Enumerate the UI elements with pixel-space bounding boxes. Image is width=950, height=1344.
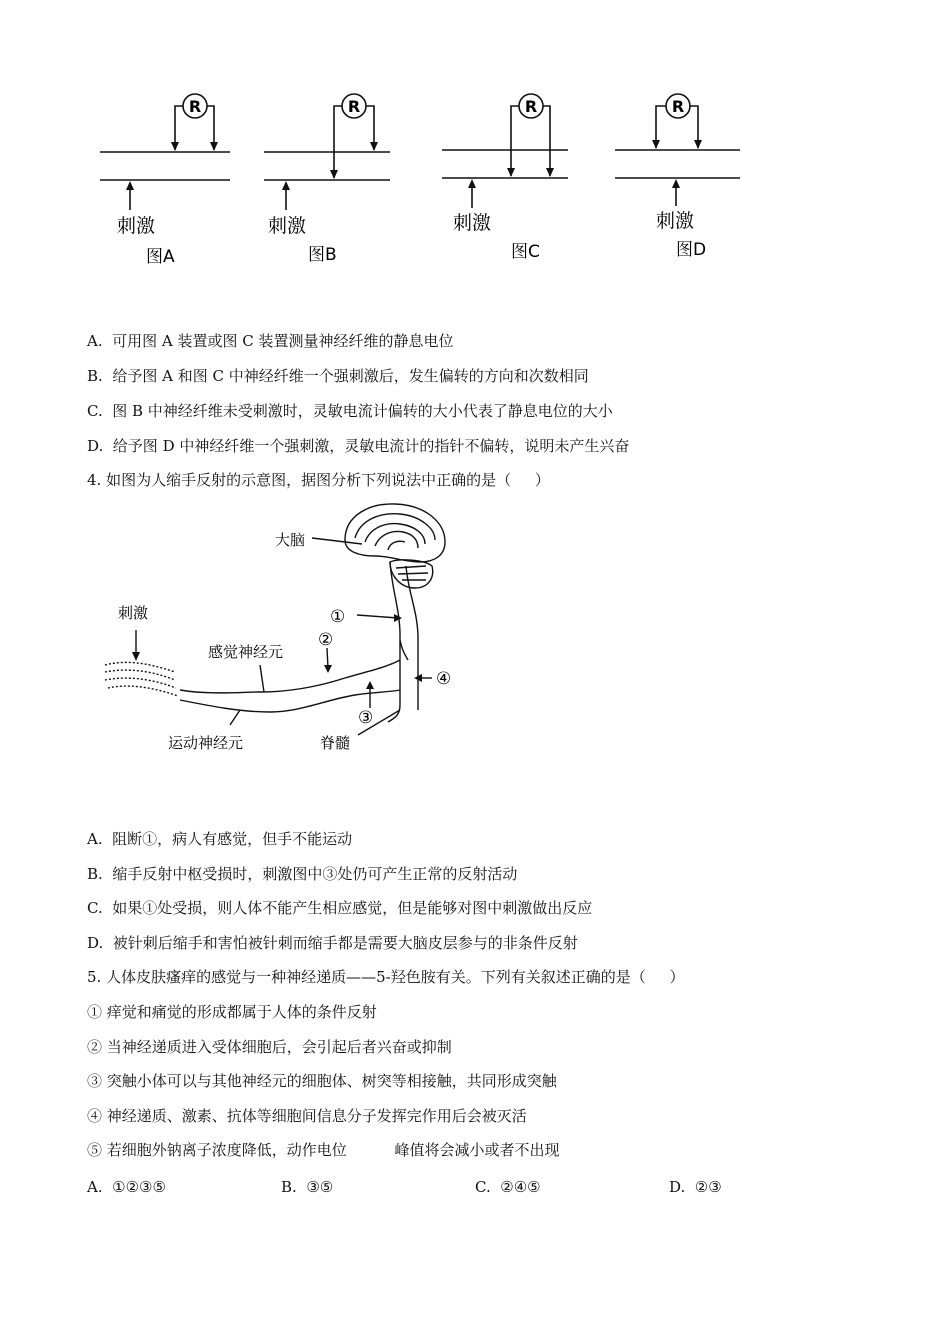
q4-option-a: A. 阻断①，病人有感觉，但手不能运动 xyxy=(87,830,353,848)
label-spinal-cord: 脊髓 xyxy=(320,734,351,752)
q3-option-b: B. 给予图 A 和图 C 中神经纤维一个强刺激后，发生偏转的方向和次数相同 xyxy=(87,367,589,385)
q5-option-b: B. ③⑤ xyxy=(281,1178,334,1196)
label-sensory-neuron: 感觉神经元 xyxy=(208,643,284,661)
q3-option-c: C. 图 B 中神经纤维未受刺激时，灵敏电流计偏转的大小代表了静息电位的大小 xyxy=(87,402,613,420)
q4-option-b: B. 缩手反射中枢受损时，刺激图中③处仍可产生正常的反射活动 xyxy=(87,865,518,883)
stim-label-d: 刺激 xyxy=(656,210,695,232)
q3-option-d: D. 给予图 D 中神经纤维一个强刺激，灵敏电流计的指针不偏转，说明未产生兴奋 xyxy=(87,437,630,455)
brain-outline xyxy=(345,504,445,562)
stim-label-b: 刺激 xyxy=(268,215,307,237)
marker-4: ④ xyxy=(436,669,452,689)
label-motor-neuron: 运动神经元 xyxy=(168,734,244,752)
q5-option-a: A. ①②③⑤ xyxy=(87,1178,166,1196)
caption-c: 图C xyxy=(511,242,540,262)
marker-3: ③ xyxy=(358,708,374,728)
q4-option-c: C. 如果①处受损，则人体不能产生相应感觉，但是能够对图中刺激做出反应 xyxy=(87,899,593,917)
meter-label-b: R xyxy=(347,97,361,116)
q5-statement-3: ③ 突触小体可以与其他神经元的细胞体、树突等相接触，共同形成突触 xyxy=(87,1072,557,1090)
q5-option-c: C. ②④⑤ xyxy=(475,1178,541,1196)
stim-label-c: 刺激 xyxy=(453,212,492,234)
q5-option-d: D. ②③ xyxy=(669,1178,722,1196)
stim-label-a: 刺激 xyxy=(117,215,156,237)
panel-a xyxy=(100,94,230,210)
caption-a: 图A xyxy=(146,247,175,267)
q4-option-d: D. 被针刺后缩手和害怕被针刺而缩手都是需要大脑皮层参与的非条件反射 xyxy=(87,934,578,952)
meter-label-d: R xyxy=(671,97,685,116)
marker-1: ① xyxy=(330,607,346,627)
q5-statement-5: ⑤ 若细胞外钠离子浓度降低，动作电位 峰值将会减小或者不出现 xyxy=(87,1141,560,1159)
meter-label-a: R xyxy=(188,97,202,116)
q5-stem: 5. 人体皮肤瘙痒的感觉与一种神经递质——5-羟色胺有关。下列有关叙述正确的是（ ） xyxy=(87,968,685,986)
panel-b xyxy=(264,94,390,210)
nerve-fiber-figure xyxy=(80,80,760,270)
q5-statement-4: ④ 神经递质、激素、抗体等细胞间信息分子发挥完作用后会被灭活 xyxy=(87,1107,527,1125)
marker-2: ② xyxy=(318,630,334,650)
q5-statement-2: ② 当神经递质进入受体细胞后，会引起后者兴奋或抑制 xyxy=(87,1038,452,1056)
caption-b: 图B xyxy=(308,245,337,265)
reflex-arc-figure xyxy=(100,500,470,760)
panel-c xyxy=(442,94,568,208)
q4-stem: 4. 如图为人缩手反射的示意图，据图分析下列说法中正确的是（ ） xyxy=(87,471,550,489)
q3-option-a: A. 可用图 A 装置或图 C 装置测量神经纤维的静息电位 xyxy=(87,332,454,350)
caption-d: 图D xyxy=(676,240,707,260)
label-stimulus: 刺激 xyxy=(118,604,149,622)
label-brain: 大脑 xyxy=(275,531,306,549)
meter-label-c: R xyxy=(524,97,538,116)
q5-statement-1: ① 痒觉和痛觉的形成都属于人体的条件反射 xyxy=(87,1003,377,1021)
